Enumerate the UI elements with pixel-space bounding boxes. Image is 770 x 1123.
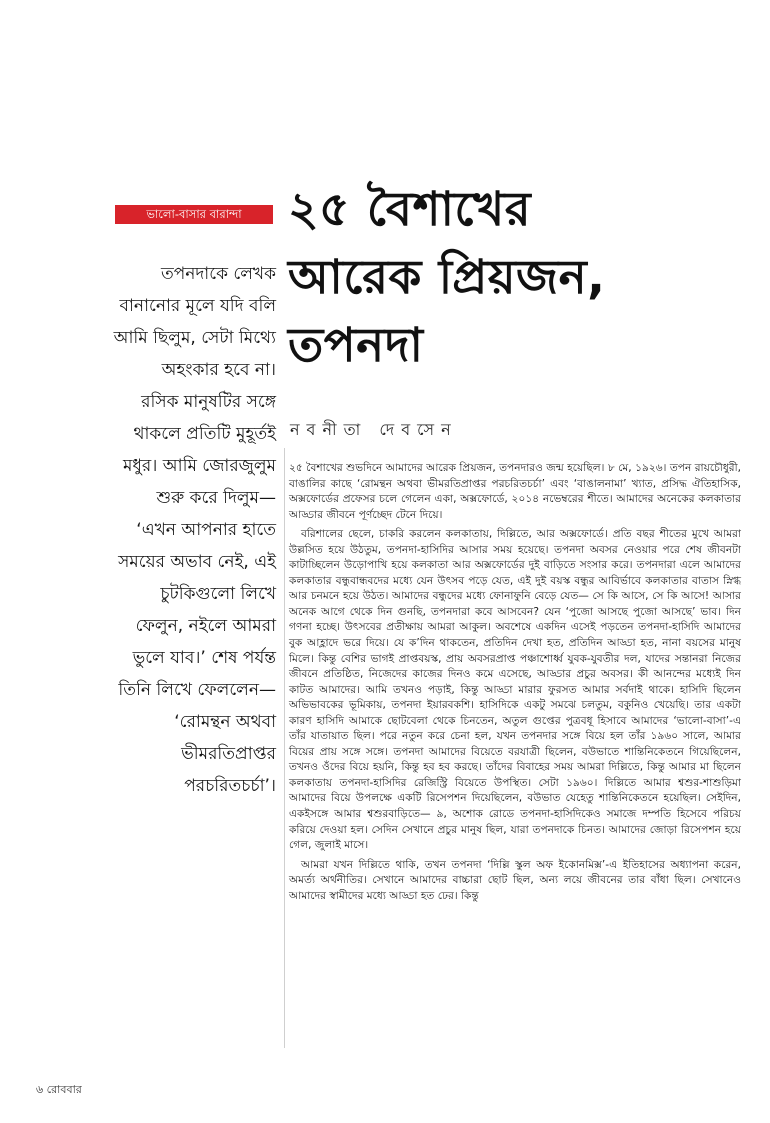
- article-paragraph: ২৫ বৈশাখের শুভদিনে আমাদের আরেক প্রিয়জন, তপনদারও জন্ম হয়েছিল। ৮ মে, ১৯২৬। তপন রায়চৌধুরী, বাঙালির কাছে ‘রোমন্থন অথবা ভীমরতিপ্রাপ্তর পরচরিতচর্চা’ এবং ‘বাঙালনামা’ খ্যাত, প্রসিদ্ধ ঐতিহাসিক, অক্সফোর্ডের প্রফেসর চলে গেলেন একা, অক্সফোর্ডে, ২০১৪ নভেম্বরের শীতে। আমাদের অনেকের কলকাতার আড্ডার জীবনে পূর্ণচ্ছেদ টেনে দিয়ে।: [289, 462, 741, 521]
- pull-quote-line: থাকলে প্রতিটি মুহূর্তই: [133, 424, 276, 444]
- column-divider: [284, 448, 285, 1048]
- pull-quote-line: অহংকার হবে না।: [161, 360, 276, 380]
- pull-quote-line: মধুর। আমি জোরজুলুম: [122, 456, 276, 476]
- pull-quote-line: ভীমরতিপ্রাপ্তর: [181, 744, 276, 764]
- pull-quote-line: চুটকিগুলো লিখে: [160, 584, 276, 604]
- pull-quote-line: ফেলুন, নইলে আমরা: [135, 616, 276, 636]
- pull-quote-line: আমি ছিলুম, সেটা মিথ্যে: [113, 328, 276, 348]
- pull-quote-line: বানানোর মূলে যদি বলি: [119, 296, 276, 316]
- article-body: [289, 461, 741, 908]
- pull-quote-line: ‘রোমন্থন অথবা: [174, 712, 276, 732]
- section-tag: ভালো-বাসার বারান্দা: [115, 205, 273, 224]
- pull-quote-line: ‘এখন আপনার হাতে: [136, 520, 276, 540]
- pull-quote-line: সময়ের অভাব নেই, এই: [118, 552, 276, 572]
- headline-line: তপনদা: [288, 318, 424, 373]
- pull-quote-line: ভুলে যাব।’ শেষ পর্যন্ত: [132, 648, 276, 668]
- article-paragraph: আমরা যখন দিল্লিতে থাকি, তখন তপনদা ‘দিল্লি স্কুল অফ ইকোনমিক্স’-এ ইতিহাসের অধ্যাপনা করেন, অমর্ত্য অর্থনীতির। সেখানে আমাদের বাচ্চারা ছোট ছিল, অন্য লয়ে জীবনের তার বাঁধা ছিল। সেখানেও আমাদের স্বামীদের মধ্যে আড্ডা হত ঢের। কিন্তু: [289, 858, 741, 902]
- pull-quote-line: তপনদাকে লেখক: [160, 264, 276, 284]
- pull-quote: [48, 258, 276, 802]
- article-paragraph: বরিশালের ছেলে, চাকরি করলেন কলকাতায়, দিল্লিতে, আর অক্সফোর্ডে। প্রতি বছর শীতের মুখে আমরা উল্লসিত হয়ে উঠতুম, তপনদা-হাসিদির আসার সময় হয়েছে। তপনদা অবসর নেওয়ার পরে শেষ জীবনটা কাটাচ্ছিলেন উড়োপাখি হয়ে কলকাতা আর অক্সফোর্ডের দুই বাড়িতে সংসার করে। তপনদারা এলে আমাদের কলকাতার বন্ধুবান্ধবদের মধ্যে যেন উৎসব পড়ে যেত, এই দুই বয়স্ক বন্ধুর আবির্ভাবে কলকাতার বাতাস স্নিগ্ধ আর চনমনে হয়ে উঠত। আমাদের বন্ধুদের মধ্যে ফোনাফুনি বেড়ে যেত— সে কি আসে, সে কি আসে! আসার অনেক আগে থেকে দিন গুনছি, তপনদারা কবে আসবেন? যেন ‘পুজো আসছে পুজো আসছে’ ভাব। দিন গণনা হচ্ছে। উৎসবের প্রতীক্ষায় আমরা আকুল। অবশেষে একদিন এসেই পড়তেন তপনদা-হাসিদি আমাদের বুক আহ্লাদে ভরে দিয়ে। যে ক’দিন থাকতেন, প্রতিদিন দেখা হত, প্রতিদিন আড্ডা হত, নানা বয়সের মানুষ মিলে। কিন্তু বেশির ভাগই প্রাপ্তবয়স্ক, প্রায় অবসরপ্রাপ্ত পঞ্চাশোর্ধ্ব যুবক-যুবতীর দল, যাদের সন্তানরা নিজের জীবনে প্রতিষ্ঠিত, নিজেদের কাজের দিনও কমে এসেছে, আড্ডার প্রচুর অবসর। কী আনন্দের মধ্যেই দিন কাটত আমাদের। আমি তখনও পড়াই, কিন্তু আড্ডা মারার ফুরসত আমার সর্বদাই থাকে। হাসিদি ছিলেন অভিভাবকের ভূমিকায়, তপনদা ইয়ারবকশি। হাসিদিকে একটু সমঝে চলতুম, বকুনিও খেয়েছি। তার একটা কারণ হাসিদি আমাকে ছোটবেলা থেকে চিনতেন, অতুল গুপ্তের পুত্রবধূ হিসাবে আমাদের ‘ভালো-বাসা’-এ তাঁর যাতায়াত ছিল। পরে নতুন করে চেনা হল, যখন তপনদার সঙ্গে বিয়ে হল তাঁর ১৯৬০ সালে, আমার বিয়ের প্রায় সঙ্গে সঙ্গে। তপনদা আমাদের বিয়েতে বরযাত্রী ছিলেন, বউভাতে শান্তিনিকেতনে গিয়েছিলেন, তখনও ওঁদের বিয়ে হয়নি, কিন্তু হব হব করছে। তাঁদের বিবাহের সময় আমরা দিল্লিতে, কিন্তু আমার মা ছিলেন কলকাতায় তপনদা-হাসিদির রেজিস্ট্রি বিয়েতে উপস্থিত। সেটা ১৯৬০। দিল্লিতে আমার শ্বশুর-শাশুড়িমা আমাদের বিয়ে উপলক্ষে একটি রিসেপশন দিয়েছিলেন, বউভাত যেহেতু শান্তিনিকেতনে হয়েছিল। সেইদিন, একইসঙ্গে আমার শ্বশুরবাড়িতে— ৯, অশোক রোডে তপনদা-হাসিদিকেও সমাজে দম্পতি হিসেবে পরিচয় করিয়ে দেওয়া হল। সেদিন সেখানে প্রচুর মানুষ ছিল, যারা তপনদাকে চিনত। আমাদের জোড়া রিসেপশন হয়ে গেল, জুলাই মাসে।: [289, 528, 741, 852]
- headline-line: আরেক প্রিয়জন,: [288, 250, 606, 305]
- pull-quote-line: পরচরিতচর্চা’।: [184, 776, 276, 796]
- page-footer: ৬ রোববার: [36, 1083, 82, 1096]
- pull-quote-line: রসিক মানুষটির সঙ্গে: [141, 392, 276, 412]
- headline-line: ২৫ বৈশাখের: [288, 182, 532, 237]
- pull-quote-line: শুরু করে দিলুম—: [156, 488, 276, 508]
- byline: নবনীতা দেবসেন: [290, 420, 458, 439]
- headline: [288, 176, 758, 380]
- pull-quote-line: তিনি লিখে ফেললেন—: [118, 680, 276, 700]
